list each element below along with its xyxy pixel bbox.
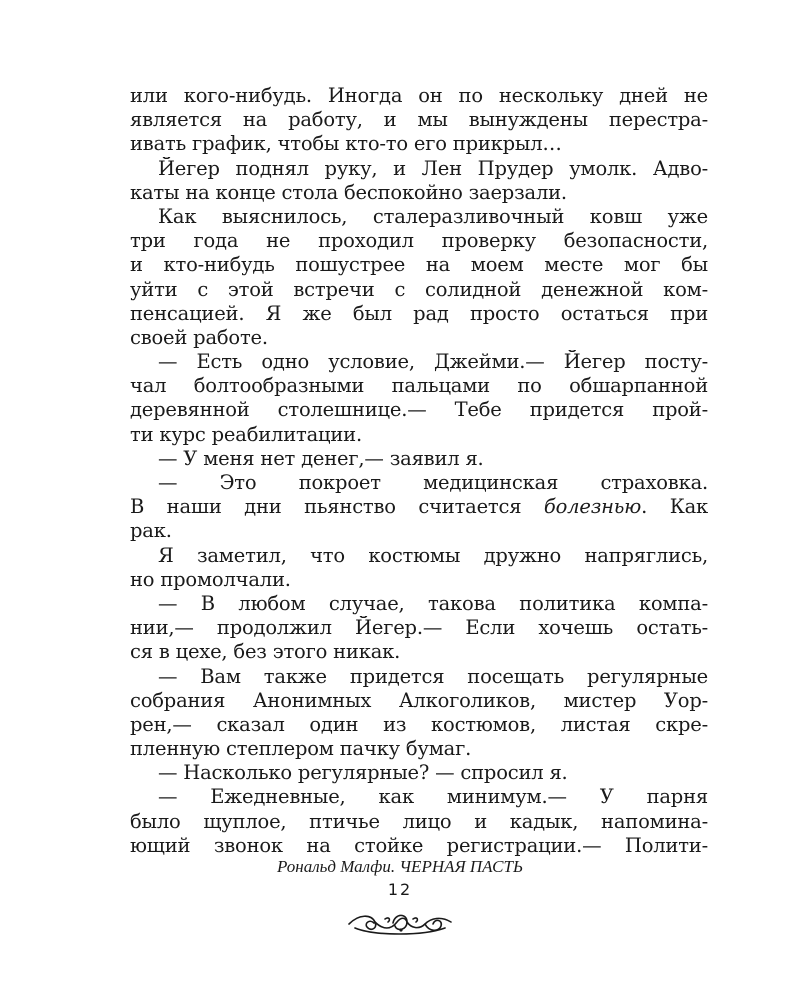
text-line: Йегер поднял руку, и Лен Прудер умолк. Адво-: [158, 156, 708, 180]
text-line: чал болтообразными пальцами по обшарпанной: [130, 374, 708, 398]
page-number: 12: [387, 880, 413, 899]
text-line: уйти с этой встречи с солидной денежной ком-: [130, 277, 708, 301]
text-line: рен,— сказал один из костюмов, листая скре-: [130, 712, 708, 736]
text-line: пенсацией. Я же был рад просто остаться при: [130, 301, 708, 325]
text-line: ти курс реабилитации.: [130, 422, 362, 446]
text-line: нии,— продолжил Йегер.— Если хочешь остать-: [130, 616, 708, 640]
text-line: и кто-нибудь пошустрее на моем месте мог бы: [130, 253, 708, 277]
text-line: Я заметил, что костюмы дружно напряглись,: [158, 543, 708, 567]
text-line: ся в цехе, без этого никак.: [130, 640, 401, 664]
text-line: ивать график, чтобы кто-то его прикрыл…: [130, 132, 562, 156]
text-line: — Насколько регулярные? — спросил я.: [158, 761, 568, 785]
text-line: — У меня нет денег,— заявил я.: [158, 446, 484, 470]
text-line: ющий звонок на стойке регистрации.— Полити-: [130, 833, 708, 857]
text-line: рак.: [130, 519, 172, 543]
text-line: три года не проходил проверку безопасности,: [130, 229, 708, 253]
text-line: или кого-нибудь. Иногда он по нескольку дней не: [130, 84, 708, 107]
text-line: — Ежедневные, как минимум.— У парня: [158, 785, 708, 809]
body-text: [130, 84, 708, 858]
text-line: своей работе.: [130, 325, 268, 349]
text-line: Как выяснилось, сталеразливочный ковш уже: [158, 204, 708, 228]
flourish-ornament-icon: [345, 908, 455, 938]
text-line: — Есть одно условие, Джейми.— Йегер посту-: [158, 350, 708, 374]
text-line: деревянной столешнице.— Тебе придется прой-: [130, 398, 708, 422]
text-line: — Вам также придется посещать регулярные: [158, 664, 708, 688]
text-line: — Это покроет медицинская страховка.: [158, 471, 708, 494]
text-line: собрания Анонимных Алкоголиков, мистер Уор-: [130, 688, 708, 712]
text-line: является на работу, и мы вынуждены перестра-: [130, 108, 708, 132]
text-line: но промолчали.: [130, 567, 291, 591]
text-line: пленную степлером пачку бумаг.: [130, 737, 472, 761]
running-footer-title: Рональд Малфи. ЧЕРНАЯ ПАСТЬ: [277, 857, 523, 876]
text-line: — В любом случае, такова политика компа-: [158, 591, 708, 615]
text-line: В наши дни пьянство считается болезнью. Как: [130, 495, 708, 519]
text-line: каты на конце стола беспокойно заерзали.: [130, 180, 567, 204]
text-line: было щуплое, птичье лицо и кадык, напомина-: [130, 809, 708, 833]
